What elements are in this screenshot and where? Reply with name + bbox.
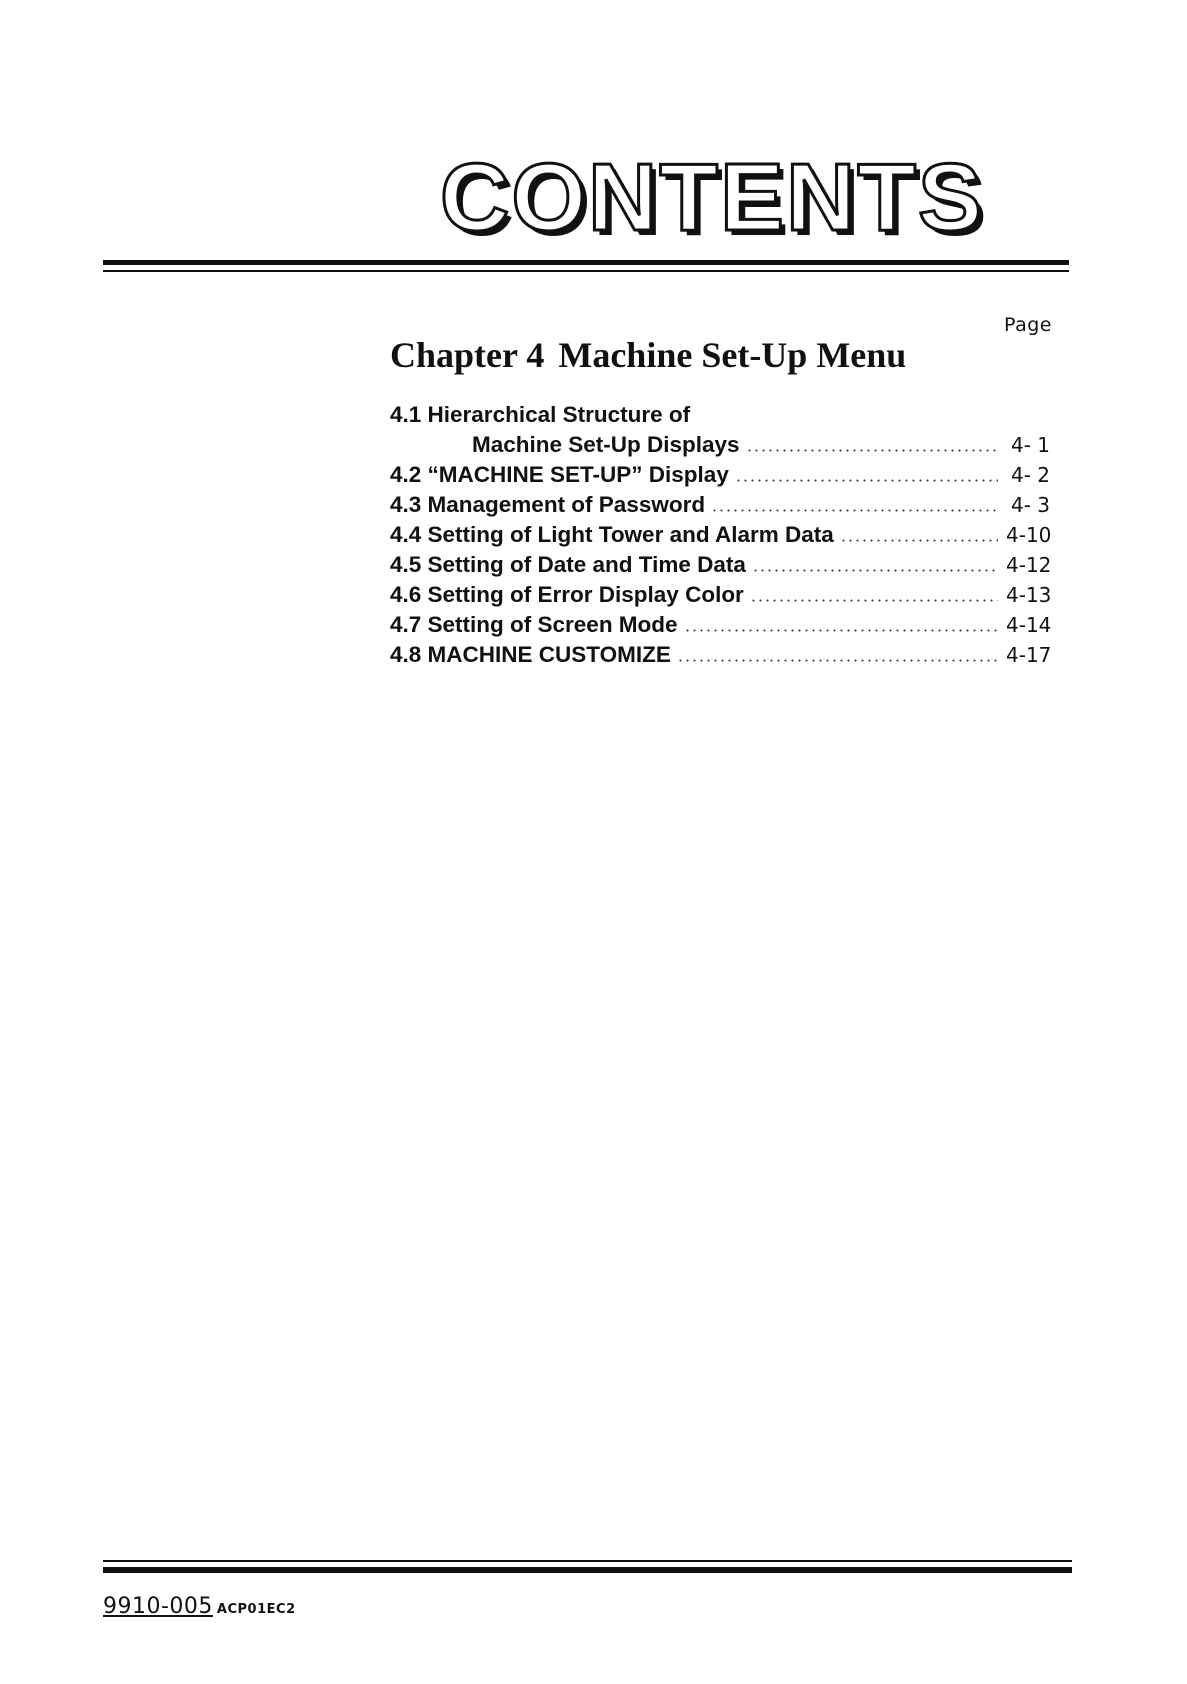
contents-heading: CONTENTS: [440, 144, 984, 251]
footer-doc-id: ACP01EC2: [216, 1602, 296, 1617]
toc-entry-title: 4.5 Setting of Date and Time Data: [390, 552, 746, 577]
toc-entry-page: 4- 2: [1010, 463, 1050, 487]
chapter-number: Chapter 4: [390, 335, 545, 375]
footer: [103, 1594, 296, 1619]
page-column-label: Page: [1004, 314, 1052, 336]
toc-entry-title: 4.1 Hierarchical Structure of: [390, 402, 691, 427]
toc-entry-page: 4- 3: [1010, 493, 1050, 517]
toc-entry-page: 4-17: [1006, 643, 1052, 667]
toc-entry-title: Machine Set-Up Displays: [472, 432, 740, 457]
toc-entry-title: 4.4 Setting of Light Tower and Alarm Data: [390, 522, 834, 547]
toc-entry-4-7[interactable]: [390, 612, 1050, 642]
leader-dots: [735, 479, 998, 482]
leader-dots: [746, 449, 998, 452]
toc-entry-4-1[interactable]: [390, 402, 1050, 432]
toc-entry-page: 4-13: [1006, 583, 1052, 607]
toc-entry-title: 4.3 Management of Password: [390, 492, 706, 517]
toc-entry-title: 4.2 “MACHINE SET-UP” Display: [390, 462, 729, 487]
chapter-title: [390, 334, 906, 376]
toc-entry-title: 4.7 Setting of Screen Mode: [390, 612, 678, 637]
leader-dots: [684, 629, 998, 632]
table-of-contents: [390, 402, 1050, 672]
toc-entry-4-4[interactable]: [390, 522, 1050, 552]
toc-entry-page: 4-10: [1006, 523, 1052, 547]
footer-code: 9910-005: [103, 1594, 213, 1619]
leader-dots: [752, 569, 998, 572]
chapter-name: Machine Set-Up Menu: [558, 335, 907, 375]
toc-entry-page: 4-14: [1006, 613, 1052, 637]
toc-entry-4-1-cont[interactable]: [390, 432, 1050, 462]
toc-entry-4-3[interactable]: [390, 492, 1050, 522]
toc-entry-4-5[interactable]: [390, 552, 1050, 582]
leader-dots: [677, 659, 998, 662]
leader-dots: [750, 599, 998, 602]
toc-entry-4-6[interactable]: [390, 582, 1050, 612]
toc-entry-title: 4.8 MACHINE CUSTOMIZE: [390, 642, 671, 667]
leader-dots: [711, 509, 998, 512]
toc-entry-page: 4-12: [1006, 553, 1052, 577]
bottom-rule-thick: [103, 1567, 1072, 1573]
toc-entry-4-2[interactable]: [390, 462, 1050, 492]
toc-entry-title: 4.6 Setting of Error Display Color: [390, 582, 744, 607]
top-rule-thick: [103, 260, 1069, 265]
leader-dots: [840, 539, 998, 542]
toc-entry-page: 4- 1: [1010, 433, 1050, 457]
bottom-rule-thin: [103, 1560, 1072, 1562]
toc-entry-4-8[interactable]: [390, 642, 1050, 672]
top-rule-thin: [103, 270, 1069, 272]
